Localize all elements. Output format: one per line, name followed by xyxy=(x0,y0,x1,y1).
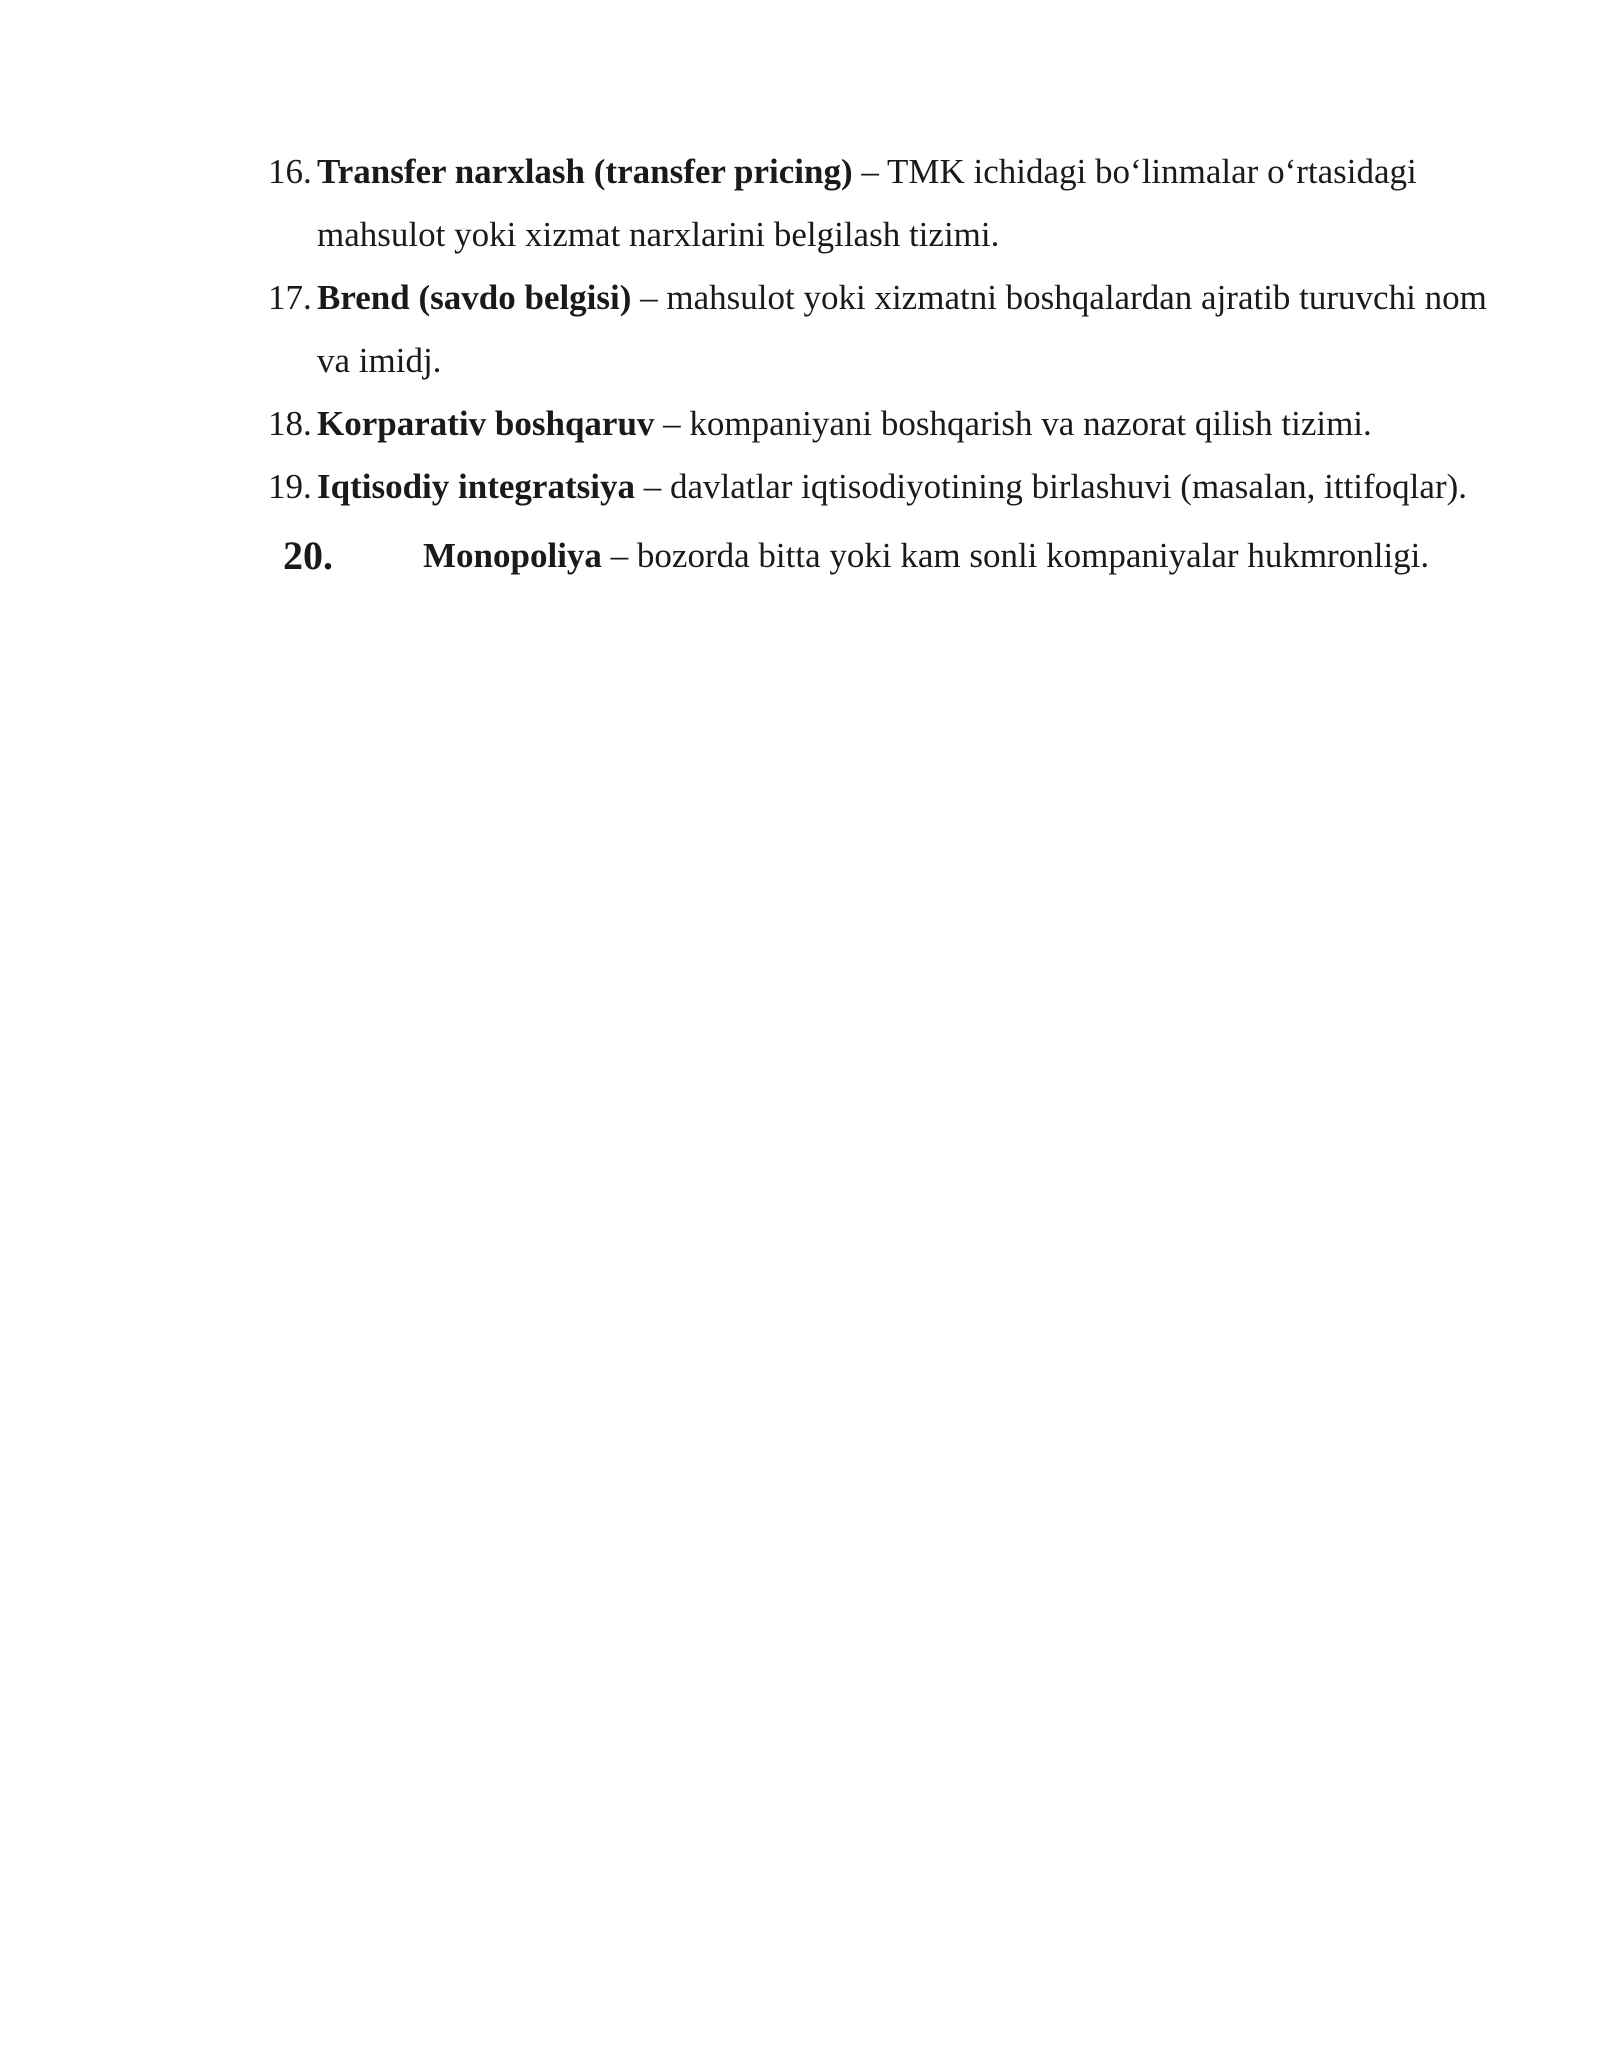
item-number: 18. xyxy=(268,404,312,443)
list-item xyxy=(268,524,1488,587)
list-item xyxy=(268,392,1488,455)
item-number: 20. xyxy=(283,533,333,578)
list-item xyxy=(268,266,1488,392)
item-definition: – mahsulot yoki xizmatni boshqalardan ajratib turuvchi nom va imidj. xyxy=(317,278,1487,380)
item-definition: – TMK ichidagi bo‘linmalar o‘rtasidagi mahsulot yoki xizmat narxlarini belgilash tizimi. xyxy=(317,152,1417,254)
item-definition: – davlatlar iqtisodiyotining birlashuvi (masalan, ittifoqlar). xyxy=(634,467,1468,506)
item-term: Brend (savdo belgisi) xyxy=(317,278,632,317)
item-number: 19. xyxy=(268,467,312,506)
item-term: Monopoliya xyxy=(423,536,602,575)
item-number: 17. xyxy=(268,278,312,317)
list-item xyxy=(268,455,1488,518)
item-term: Transfer narxlash (transfer pricing) xyxy=(317,152,853,191)
item-term: Iqtisodiy integratsiya xyxy=(317,467,635,506)
item-definition: – bozorda bitta yoki kam sonli kompaniyalar hukmronligi. xyxy=(601,536,1430,575)
item-term: Korparativ boshqaruv xyxy=(317,404,655,443)
item-definition: – kompaniyani boshqarish va nazorat qilish tizimi. xyxy=(654,404,1372,443)
list-item xyxy=(268,140,1488,266)
item-number: 16. xyxy=(268,152,312,191)
definitions-list xyxy=(268,140,1488,587)
